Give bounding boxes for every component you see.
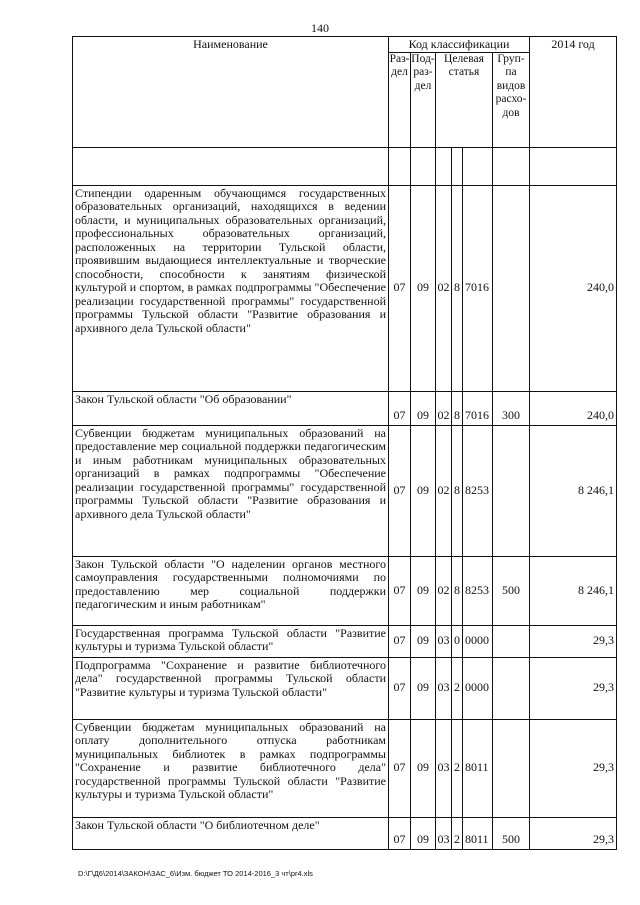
row-code-3: 8011 — [463, 719, 493, 817]
row-code-2: 8 — [452, 556, 463, 625]
row-code-2: 0 — [452, 625, 463, 657]
header-code: Код классификации — [389, 37, 530, 53]
row-name: Субвенции бюджетам муниципальных образований на оплату дополнительного отпуска работникам муниципальных библиотек в рамках подпрограммы "Сохранение и развитие библиотечного дела" государственной программы Тульской области "Развитие культуры и туризма Тульской области" — [73, 719, 389, 817]
row-group — [493, 425, 530, 556]
table-row — [73, 817, 617, 849]
row-code-3: 7016 — [463, 391, 493, 425]
row-razdel: 07 — [389, 625, 411, 657]
row-amount: 240,0 — [530, 185, 617, 391]
row-amount: 29,3 — [530, 657, 617, 719]
row-code-1: 02 — [436, 391, 452, 425]
row-amount: 240,0 — [530, 391, 617, 425]
spacer-cell — [436, 147, 452, 185]
row-podrazdel: 09 — [411, 817, 436, 849]
row-name: Закон Тульской области "О наделении органов местного самоуправления государственными полномочиями по предоставлению мер социальной поддержки педагогическим и иным работникам" — [73, 556, 389, 625]
row-amount: 8 246,1 — [530, 425, 617, 556]
row-code-1: 03 — [436, 657, 452, 719]
row-code-3: 0000 — [463, 657, 493, 719]
header-podrazdel: Под- раз- дел — [411, 52, 436, 147]
row-group — [493, 719, 530, 817]
budget-table — [72, 36, 617, 850]
table-row — [73, 556, 617, 625]
file-path-footer: D:\Г\Д6\2014\ЗАКОН\ЗАС_6\Изм. бюджет ТО 2014-2016_3 чт\pr4.xls — [78, 869, 313, 878]
row-group — [493, 657, 530, 719]
row-name: Закон Тульской области "О библиотечном деле" — [73, 817, 389, 849]
row-podrazdel: 09 — [411, 625, 436, 657]
row-podrazdel: 09 — [411, 185, 436, 391]
row-code-1: 03 — [436, 817, 452, 849]
row-name: Стипендии одаренным обучающимся государственных образовательных организаций, находящихся в ведении области, и муниципальных образовательных организаций, профессиональных образовательных организаций, расположенных на территории Тульской области, проявившим выдающиеся интеллектуальные и творческие способности, способности к занятиям физической культурой и спортом, в рамках подпрограммы "Обеспечение реализации государственной программы" государственной программы Тульской области "Развитие образования и архивного дела Тульской области" — [73, 185, 389, 391]
row-code-3: 8253 — [463, 425, 493, 556]
header-gruppa: Груп- па видов расхо- дов — [493, 52, 530, 147]
row-group — [493, 185, 530, 391]
header-year: 2014 год — [530, 37, 617, 148]
spacer-cell — [452, 147, 463, 185]
row-razdel: 07 — [389, 556, 411, 625]
table-row — [73, 185, 617, 391]
row-group: 500 — [493, 556, 530, 625]
row-group — [493, 625, 530, 657]
spacer-cell — [73, 147, 389, 185]
spacer-cell — [389, 147, 411, 185]
row-code-1: 02 — [436, 556, 452, 625]
table-row — [73, 391, 617, 425]
row-podrazdel: 09 — [411, 657, 436, 719]
row-razdel: 07 — [389, 391, 411, 425]
row-code-2: 8 — [452, 391, 463, 425]
table-row — [73, 425, 617, 556]
row-code-2: 2 — [452, 817, 463, 849]
spacer-cell — [463, 147, 493, 185]
spacer-cell — [411, 147, 436, 185]
row-code-3: 8253 — [463, 556, 493, 625]
row-name: Подпрограмма "Сохранение и развитие библиотечного дела" государственной программы Тульской области "Развитие культуры и туризма Тульской области" — [73, 657, 389, 719]
row-code-2: 2 — [452, 719, 463, 817]
row-podrazdel: 09 — [411, 391, 436, 425]
row-amount: 29,3 — [530, 817, 617, 849]
header-name: Наименование — [73, 37, 389, 148]
row-code-1: 02 — [436, 185, 452, 391]
row-code-1: 03 — [436, 625, 452, 657]
spacer-cell — [493, 147, 530, 185]
table-row — [73, 625, 617, 657]
row-amount: 29,3 — [530, 719, 617, 817]
row-code-2: 8 — [452, 185, 463, 391]
row-amount: 8 246,1 — [530, 556, 617, 625]
row-razdel: 07 — [389, 817, 411, 849]
row-podrazdel: 09 — [411, 556, 436, 625]
spacer-cell — [530, 147, 617, 185]
row-razdel: 07 — [389, 719, 411, 817]
row-code-2: 2 — [452, 657, 463, 719]
row-podrazdel: 09 — [411, 719, 436, 817]
row-code-1: 02 — [436, 425, 452, 556]
row-code-3: 7016 — [463, 185, 493, 391]
row-group: 300 — [493, 391, 530, 425]
header-celevaya: Целевая статья — [436, 52, 493, 147]
row-razdel: 07 — [389, 185, 411, 391]
row-code-2: 8 — [452, 425, 463, 556]
row-razdel: 07 — [389, 425, 411, 556]
row-code-3: 8011 — [463, 817, 493, 849]
header-razdel: Раз- дел — [389, 52, 411, 147]
row-code-1: 03 — [436, 719, 452, 817]
row-name: Закон Тульской области "Об образовании" — [73, 391, 389, 425]
page-number: 140 — [311, 21, 329, 35]
row-group: 500 — [493, 817, 530, 849]
table-row — [73, 657, 617, 719]
row-code-3: 0000 — [463, 625, 493, 657]
row-razdel: 07 — [389, 657, 411, 719]
row-podrazdel: 09 — [411, 425, 436, 556]
row-name: Государственная программа Тульской области "Развитие культуры и туризма Тульской области" — [73, 625, 389, 657]
row-amount: 29,3 — [530, 625, 617, 657]
row-name: Субвенции бюджетам муниципальных образований на предоставление мер социальной поддержки педагогическим и иным работникам муниципальных образовательных организаций в рамках подпрограммы "Обеспечение реализации государственной программы" государственной программы Тульской области "Развитие образования и архивного дела Тульской области" — [73, 425, 389, 556]
table-row — [73, 719, 617, 817]
